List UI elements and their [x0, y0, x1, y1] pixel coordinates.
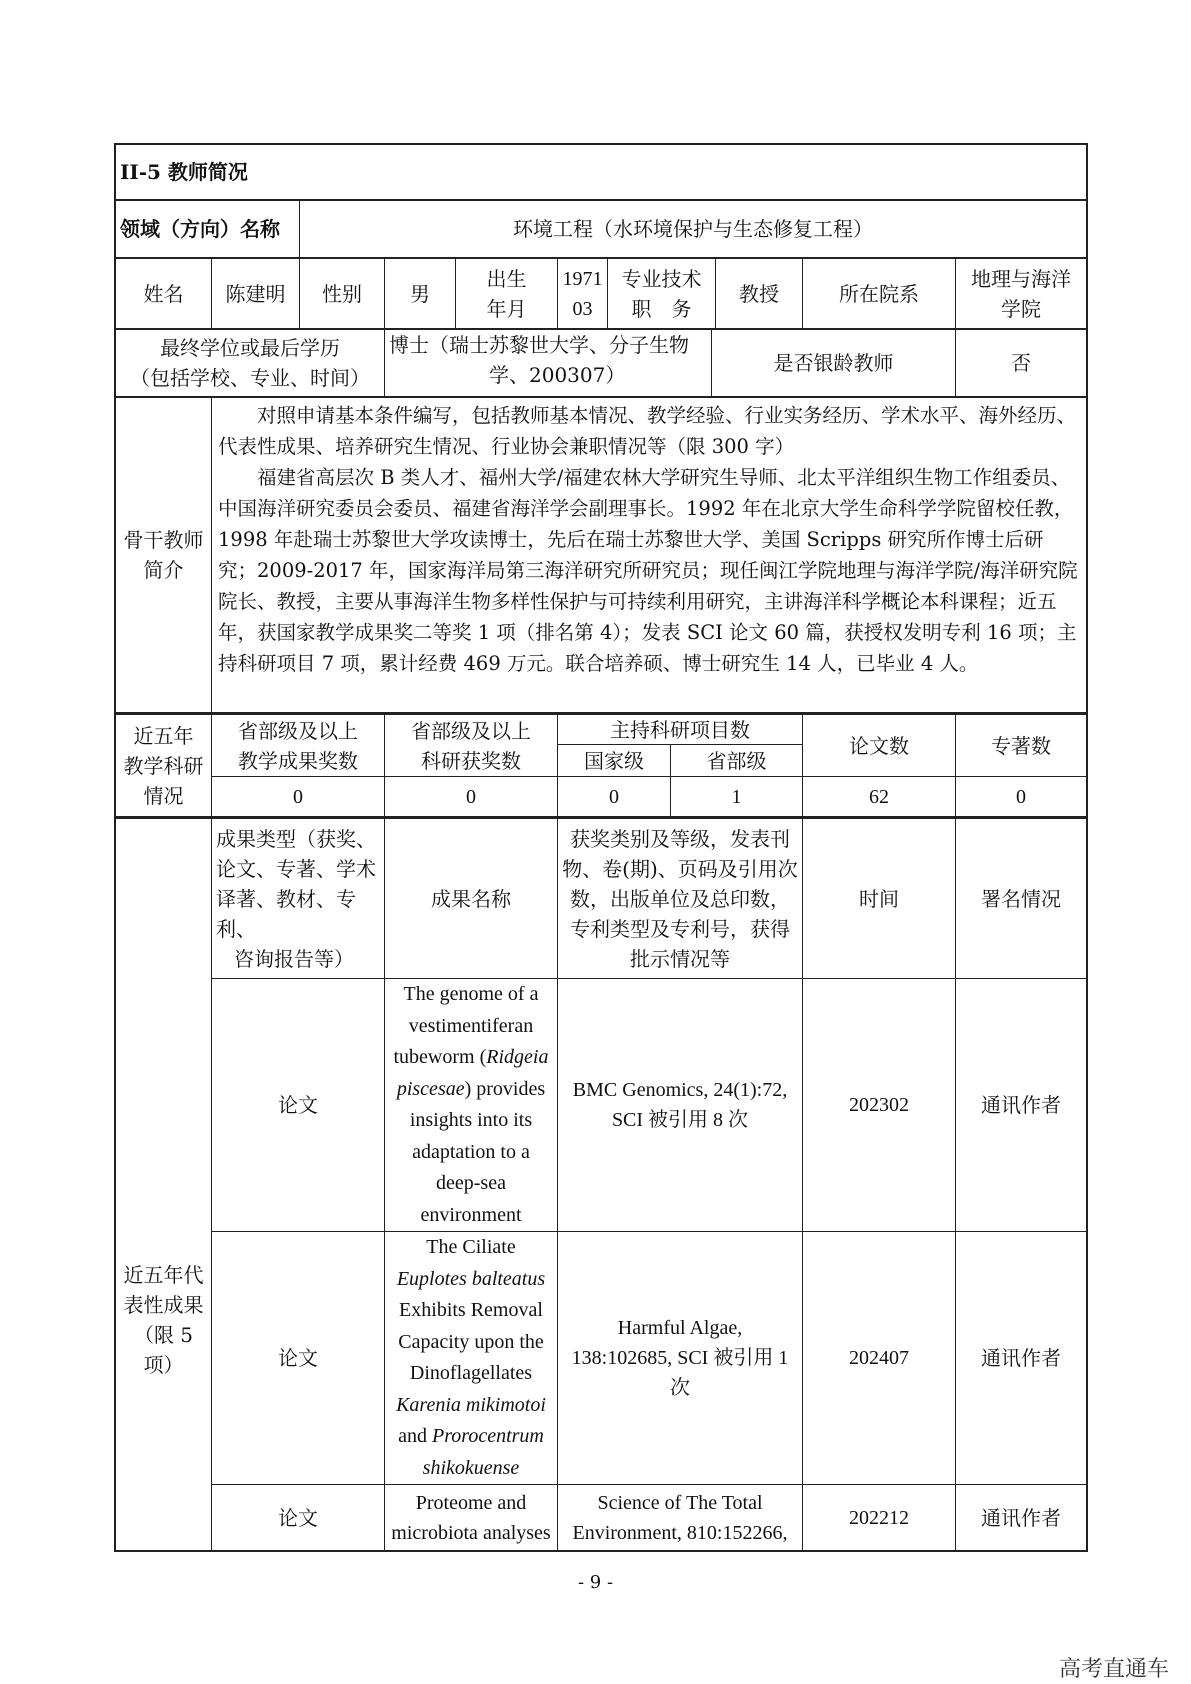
ach-row-3-detail: Science of The Total Environment, 810:152266,: [572, 1491, 788, 1544]
ach-row-1-type: 论文: [278, 1093, 318, 1117]
section-title: II-5 教师简况: [120, 160, 248, 184]
ach-row-2-sign: 通讯作者: [981, 1346, 1061, 1370]
ach-row-2-time: 202407: [849, 1347, 909, 1369]
ach-row-1-sign: 通讯作者: [981, 1093, 1061, 1117]
ach-row-1-time: 202302: [849, 1094, 909, 1116]
stats-value-teaching: 0: [293, 785, 303, 808]
ach-row-3-type: 论文: [278, 1505, 318, 1530]
stats-header-research: 省部级及以上 科研获奖数: [411, 718, 531, 773]
stats-header-papers: 论文数: [849, 733, 909, 758]
field-value: 环境工程（水环境保护与生态修复工程）: [513, 217, 873, 241]
ach-row-2-title: The Ciliate Euplotes balteatus Exhibits Removal Capacity upon the Dinoflagellates Karenia mikimotoi and Prorocentrum shikokuense: [396, 1236, 546, 1479]
stats-header-teaching: 省部级及以上 教学成果奖数: [238, 718, 358, 773]
ach-row-3-sign: 通讯作者: [981, 1505, 1061, 1530]
ach-row-3-time: 202212: [849, 1506, 909, 1529]
stats-value-national: 0: [609, 785, 619, 808]
ach-header-time: 时间: [859, 886, 899, 911]
senior-value: 否: [1011, 351, 1031, 375]
stats-value-research: 0: [466, 785, 476, 808]
ach-row-1-detail: BMC Genomics, 24(1):72, SCI 被引用 8 次: [572, 1079, 788, 1131]
gender-label: 性别: [322, 281, 362, 306]
stats-value-provincial: 1: [731, 785, 742, 808]
ach-header-name: 成果名称: [431, 886, 511, 911]
watermark: 高考直通车: [1058, 1657, 1169, 1682]
dept-label: 所在院系: [839, 281, 919, 306]
stats-label: 近五年 教学科研 情况: [123, 723, 204, 808]
birth-value: 1971 03: [562, 267, 603, 320]
stats-header-national: 国家级: [584, 748, 644, 773]
ach-row-2-type: 论文: [278, 1346, 318, 1370]
title-label: 专业技术 职 务: [621, 266, 702, 321]
senior-label: 是否银龄教师: [773, 351, 894, 375]
dept-value: 地理与海洋 学院: [971, 266, 1071, 321]
ach-header-type: 成果类型（获奖、 论文、专著、学术 译著、教材、专利、 咨询报告等）: [216, 826, 376, 971]
title-value: 教授: [739, 281, 779, 306]
stats-header-projects: 主持科研项目数: [610, 717, 750, 742]
ach-row-3-title: Proteome and microbiota analyses: [391, 1491, 551, 1544]
intro-instruction: 对照申请基本条件编写，包括教师基本情况、教学经验、行业实务经历、学术水平、海外经历、代表性成果、培养研究生情况、行业协会兼职情况等（限 300 字）: [218, 404, 1077, 458]
stats-value-papers: 62: [869, 785, 889, 808]
stats-value-books: 0: [1016, 785, 1026, 808]
intro-label: 骨干教师 简介: [123, 528, 204, 582]
ach-header-detail: 获奖类别及等级，发表刊 物、卷(期)、页码及引用次 数，出版单位及总印数， 专利类型及专利号，获得 批示情况等: [562, 826, 798, 971]
ach-header-sign: 署名情况: [981, 886, 1061, 911]
degree-label: 最终学位或最后学历 （包括学校、专业、时间）: [130, 336, 370, 390]
gender-value: 男: [410, 281, 430, 306]
intro-body: 福建省高层次 B 类人才、福州大学/福建农林大学研究生导师、北太平洋组织生物工作组委员、中国海洋研究委员会委员、福建省海洋学会副理事长。1992 年在北京大学生命科学学院留校任教，1998 年赴瑞士苏黎世大学攻读博士，先后在瑞士苏黎世大学、美国 Scripps 研究所作博士后研究；2009-2017 年，国家海洋局第三海洋研究所研究员；现任闽江学院地理与海洋学院/海洋研究院院长、教授，主要从事海洋生物多样性保护与可持续利用研究，主讲海洋科学概论本科课程；近五年，获国家教学成果奖二等奖 1 项（排名第 4）；发表 SCI 论文 60 篇，获授权发明专利 16 项；主持科研项目 7 项，累计经费 469 万元。联合培养硕、博士研究生 14 人，已毕业 4 人。: [218, 466, 1078, 675]
stats-header-books: 专著数: [991, 733, 1051, 758]
birth-label: 出生 年月: [486, 266, 527, 321]
ach-row-1-title: The genome of a vestimentiferan tubeworm (Ridgeia piscesae) provides insights into its adaptation to a deep-sea environment: [393, 983, 549, 1226]
achievements-label: 近五年代 表性成果 （限 5 项）: [123, 1262, 204, 1377]
page-number: - 9 -: [577, 1572, 614, 1593]
intro-text: [212, 398, 1086, 712]
stats-header-provincial: 省部级: [706, 748, 767, 773]
name-label: 姓名: [143, 281, 184, 306]
ach-row-2-detail: Harmful Algae, 138:102685, SCI 被引用 1 次: [571, 1317, 789, 1399]
field-label: 领域（方向）名称: [120, 217, 280, 241]
name-value: 陈建明: [225, 281, 286, 306]
degree-value: 博士（瑞士苏黎世大学、分子生物 学、200307）: [389, 333, 689, 387]
